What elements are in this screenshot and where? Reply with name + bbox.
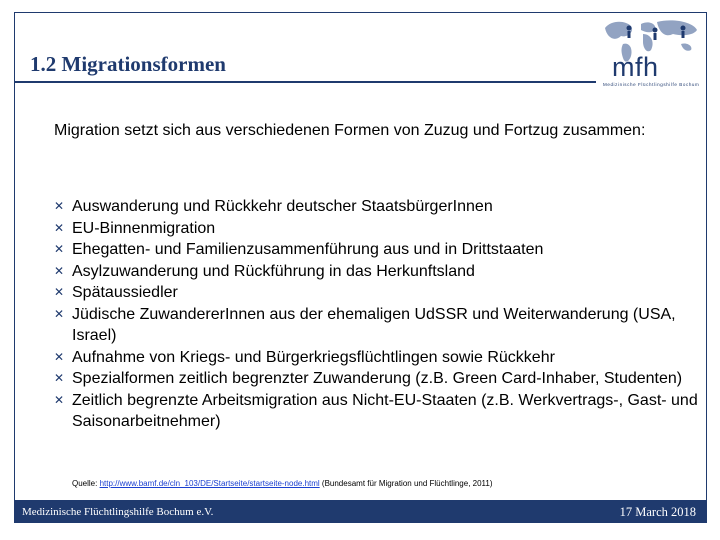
cross-icon: ✕ <box>54 349 65 364</box>
footer-organization: Medizinische Flüchtlingshilfe Bochum e.V. <box>22 506 214 518</box>
list-item <box>54 347 706 369</box>
list-item <box>54 390 706 433</box>
cross-icon: ✕ <box>54 220 65 235</box>
source-prefix: Quelle: <box>72 479 100 488</box>
source-citation <box>72 479 493 488</box>
list-item-text: Asylzuwanderung und Rückführung in das Herkunftsland <box>72 262 475 280</box>
list-item <box>54 196 706 218</box>
list-item-text: Aufnahme von Kriegs- und Bürgerkriegsflüchtlingen sowie Rückkehr <box>72 348 555 366</box>
list-item-text: Jüdische ZuwandererInnen aus der ehemaligen UdSSR und Weiterwanderung (USA, Israel) <box>72 305 676 344</box>
cross-icon: ✕ <box>54 263 65 278</box>
source-suffix: (Bundesamt für Migration und Flüchtlinge, 2011) <box>319 479 493 488</box>
cross-icon: ✕ <box>54 242 65 256</box>
list-item <box>54 304 706 347</box>
list-item-text: Spezialformen zeitlich begrenzter Zuwanderung (z.B. Green Card-Inhaber, Studenten) <box>72 370 683 387</box>
logo-wordmark: mfh <box>612 52 659 82</box>
list-item-text: Zeitlich begrenzte Arbeitsmigration aus Nicht-EU-Staaten (z.B. Werkvertrags-, Gast- und Saisonarbeitnehmer) <box>72 391 698 430</box>
bullet-list <box>54 196 706 433</box>
footer-date: 17 March 2018 <box>619 505 696 519</box>
list-item-text: Auswanderung und Rückkehr deutscher StaatsbürgerInnen <box>72 198 493 215</box>
list-item <box>54 261 706 283</box>
logo-subtitle: Medizinische Flüchtlingshilfe Bochum <box>603 82 700 87</box>
list-item <box>54 218 706 240</box>
cross-icon: ✕ <box>54 285 65 299</box>
list-item-text: Spätaussiedler <box>72 284 178 301</box>
list-item <box>54 282 706 304</box>
list-item-text: Ehegatten- und Familienzusammenführung aus und in Drittstaaten <box>72 241 544 258</box>
list-item <box>54 239 706 261</box>
intro-text: Migration setzt sich aus verschiedenen Formen von Zuzug und Fortzug zusammen: <box>54 122 646 139</box>
cross-icon: ✕ <box>54 199 65 213</box>
list-item <box>54 368 706 390</box>
source-link[interactable]: http://www.bamf.de/cln_103/DE/Startseite/startseite-node.html <box>99 479 320 488</box>
slide-title: 1.2 Migrationsformen <box>30 52 226 76</box>
cross-icon: ✕ <box>54 306 65 321</box>
cross-icon: ✕ <box>54 371 65 385</box>
title-underline <box>14 81 596 83</box>
list-item-text: EU-Binnenmigration <box>72 219 216 237</box>
cross-icon: ✕ <box>54 392 65 407</box>
